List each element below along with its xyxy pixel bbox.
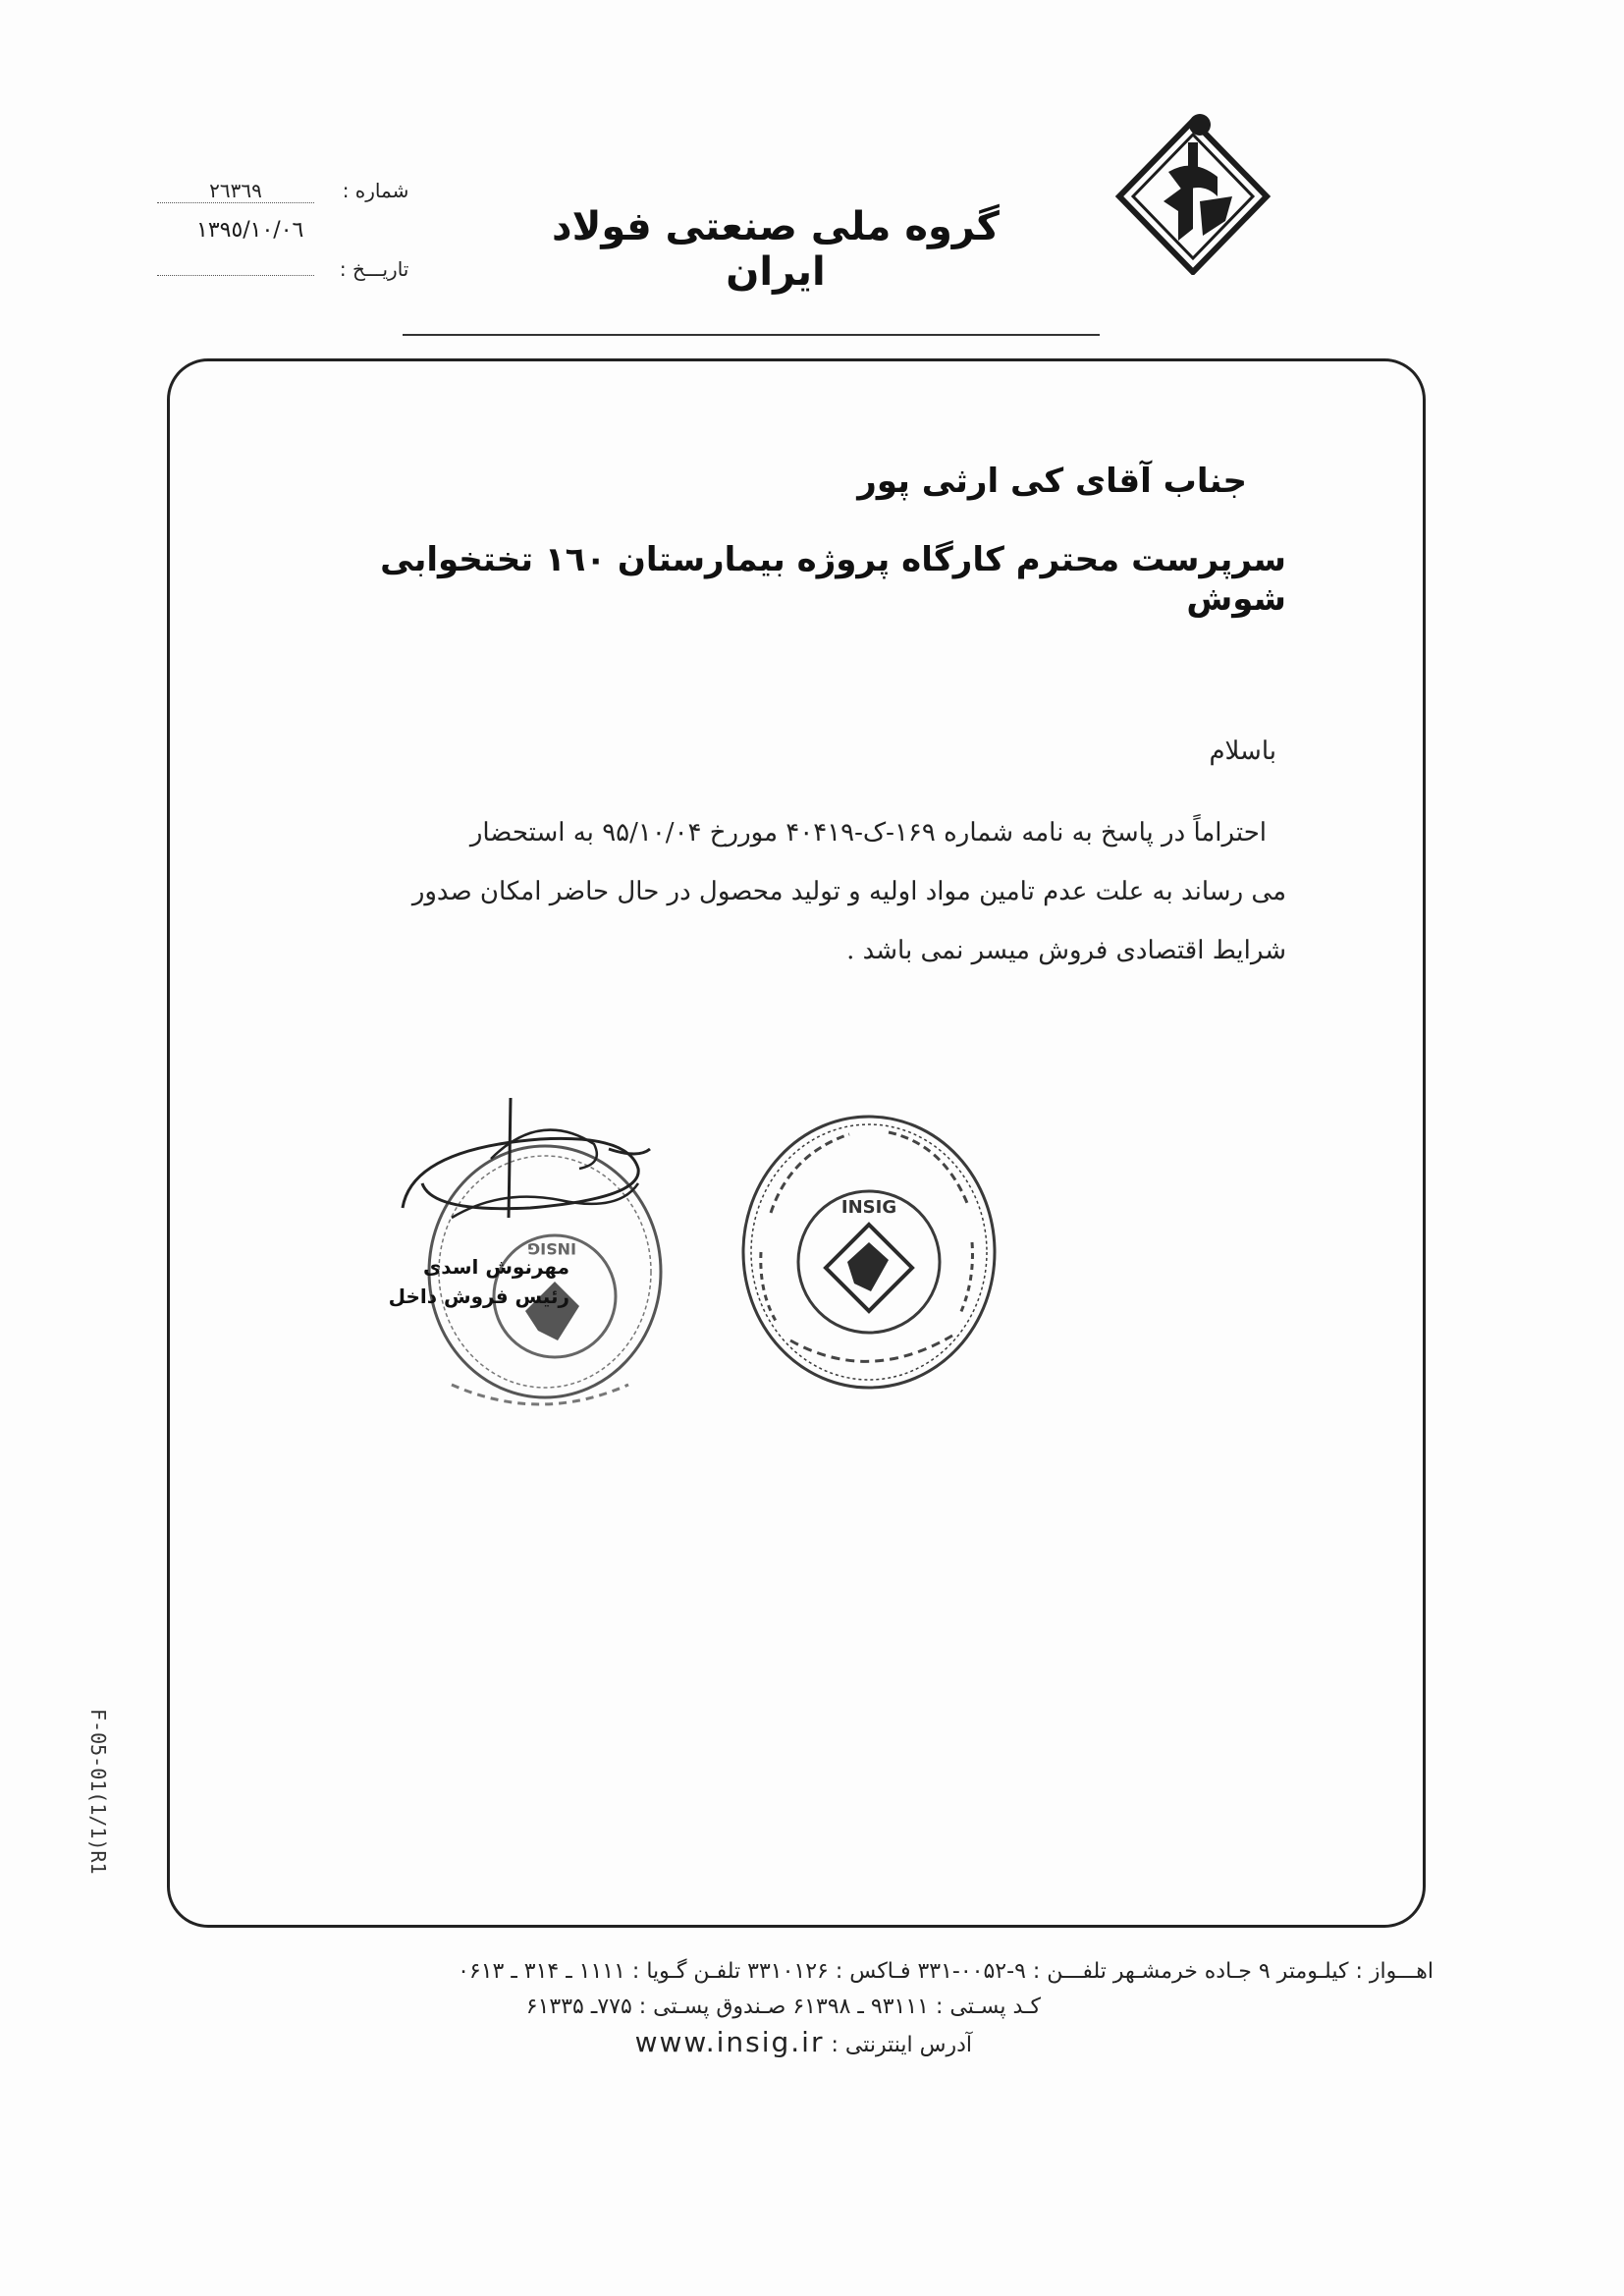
letter-number-value: ٢٦٣٦٩ [157,179,314,203]
footer [206,1954,1434,2063]
letter-date-label: تاریـــخ : [339,257,409,281]
seal-text: INSIG [840,1197,897,1218]
recipient: جناب آقای کی ارثی پور [857,462,1247,501]
organization-name: گروه ملی صنعتی فولاد ایران [552,204,1000,295]
letter-date-row [157,257,408,281]
footer-address: اهـــواز : کیلـومتر ٩ جـاده خرمشـهر تلفـــن : ٩-٠٠۵٢-٣٣١ فـاکس : ٣٣١٠١٢۶ تلفـن گـویا : ١١١١ ـ ٣١۴ ـ ٠۶١٣ [458,1959,1434,1984]
company-seal-icon [731,1105,1006,1399]
paragraph-line: شرایط اقتصادی فروش میسر نمی باشد . [846,936,1286,965]
letter-date-value: ١٣٩٥/١٠/٠٦ [196,218,304,243]
footer-website-label: آدرس اینترنتی : [831,2033,972,2057]
form-code: F-05-01(1/1)R1 [86,1709,110,1875]
letter-paragraph [314,803,1286,980]
letter-number-label: شماره : [342,179,409,202]
footer-postal: کـد پسـتی : ٩٣١١١ ـ ۶١٣٩٨ صـندوق پسـتی : ٧٧۵ـ ۶١٣٣۵ [525,1995,1041,2019]
letter-number-row [157,179,408,203]
letter-body [314,432,1286,980]
footer-website-link[interactable]: www.insig.ir [634,2026,825,2058]
greeting: باسلام [1209,737,1276,766]
paragraph-line: می رساند به علت عدم تامین مواد اولیه و تولید محصول در حال حاضر امکان صدور [411,877,1286,906]
seal-text: INSIG [527,1239,576,1258]
letter-date-line [157,275,314,276]
recipient-position: سرپرست محترم کارگاه پروژه بیمارستان ١٦٠ تختخوابی شوش [380,540,1286,619]
footer-website-row [206,2025,972,2063]
paragraph-line: احتراماً در پاسخ به نامه شماره ١۶٩-ک-۴٠۴١٩ موررخ ٩۵/١٠/٠۴ به استحضار [469,818,1267,847]
insig-logo-icon [1110,103,1276,275]
header-divider [403,334,1100,336]
signer-name: مهرنوش اسدی [422,1255,569,1279]
signature-block [363,1252,569,1311]
signer-title: رئیس فروش داخل [388,1285,569,1308]
